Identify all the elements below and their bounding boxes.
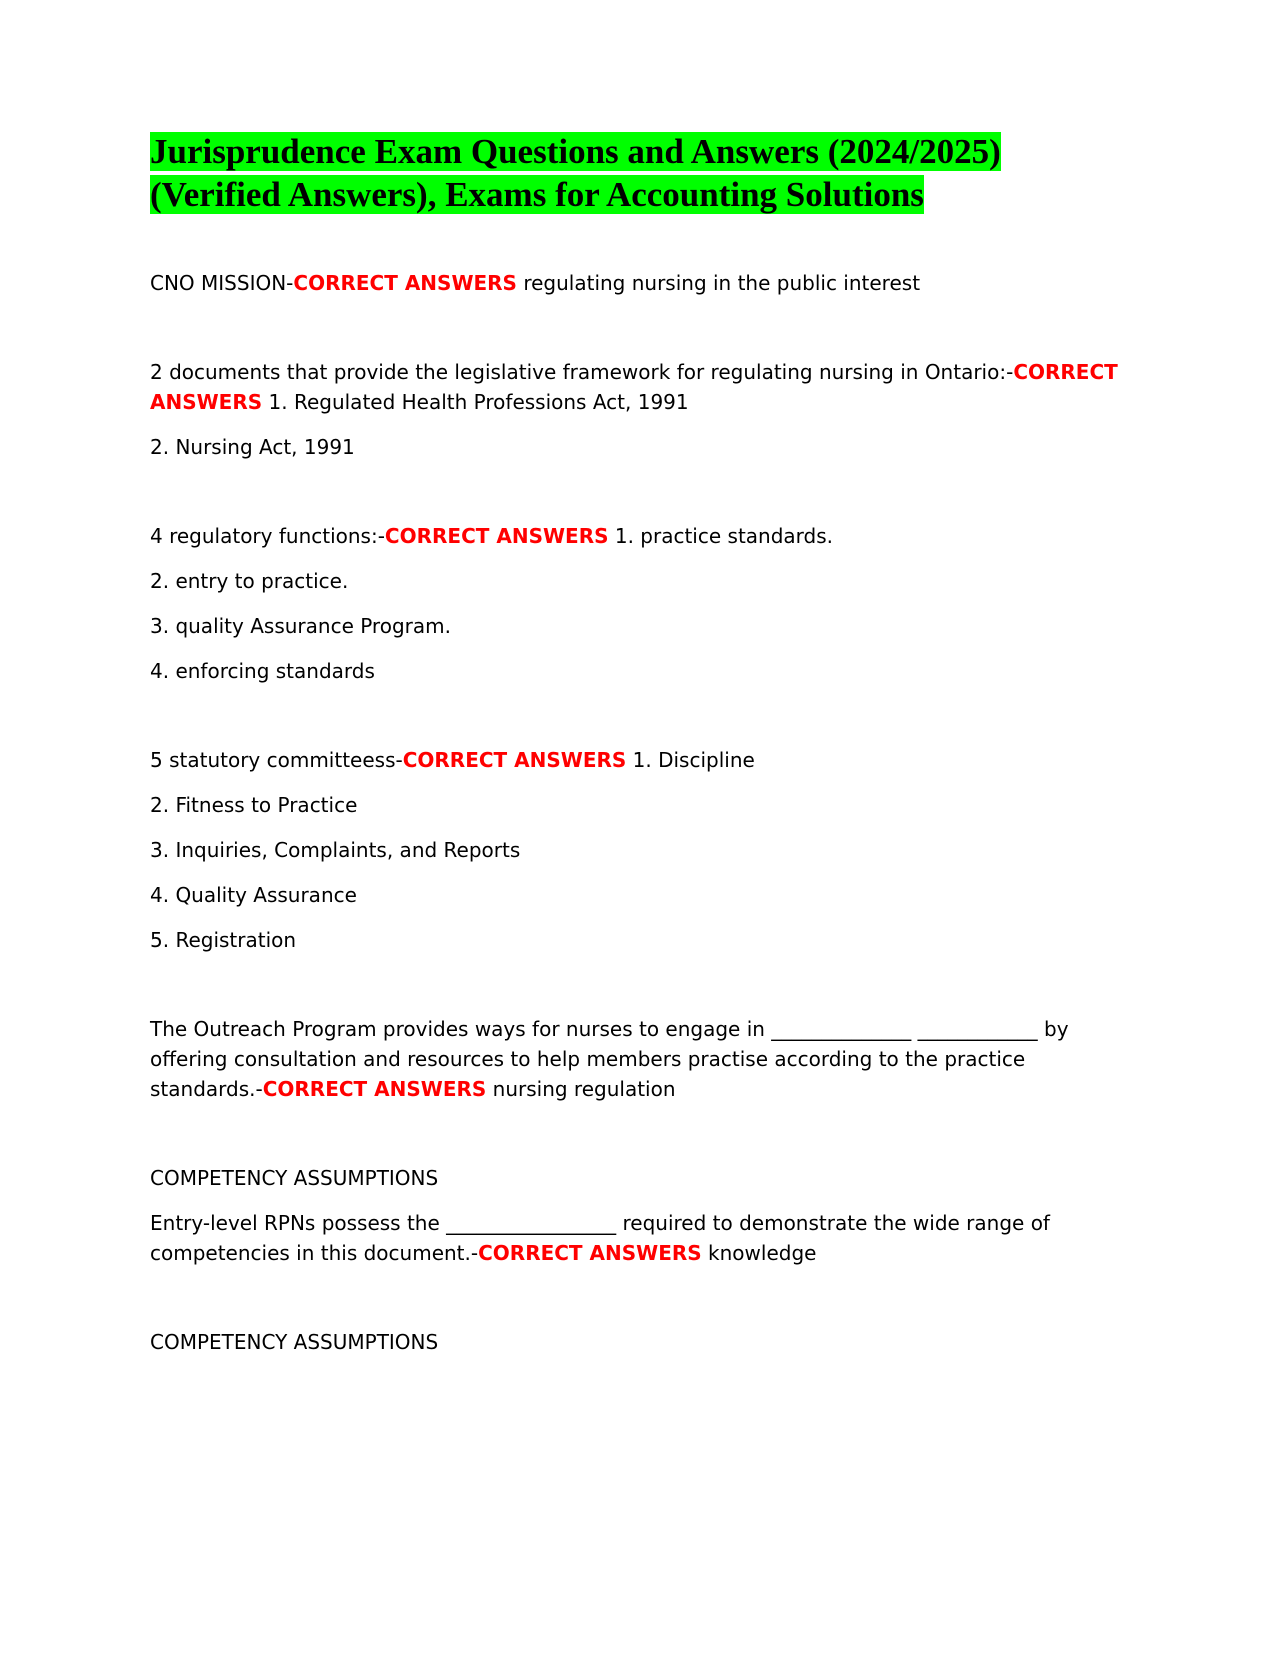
correct-answers-label: CORRECT ANSWERS	[293, 271, 517, 295]
question-text: 4 regulatory functions:-	[150, 524, 385, 548]
answer-item: 2. Fitness to Practice	[150, 793, 358, 817]
answer-item: 3. quality Assurance Program.	[150, 614, 451, 638]
answer-text: 1. Discipline	[626, 748, 755, 772]
section-heading: COMPETENCY ASSUMPTIONS	[150, 1330, 439, 1354]
qa-regulatory-functions	[150, 521, 1130, 551]
answer-text: knowledge	[701, 1241, 817, 1265]
question-text: CNO MISSION-	[150, 271, 294, 295]
answer-item: 5. Registration	[150, 928, 297, 952]
correct-answers-label: CORRECT ANSWERS	[150, 360, 1125, 414]
answer-item: 2. entry to practice.	[150, 569, 349, 593]
qa-outreach-program	[150, 1014, 1130, 1104]
answer-text: nursing regulation	[486, 1077, 676, 1101]
document-title	[150, 130, 1130, 216]
answer-item: 3. Inquiries, Complaints, and Reports	[150, 838, 521, 862]
answer-item: 2. Nursing Act, 1991	[150, 435, 355, 459]
qa-statutory-committees	[150, 745, 1130, 775]
document-page	[150, 130, 1130, 1357]
answer-text: regulating nursing in the public interest	[516, 271, 921, 295]
question-text: The Outreach Program provides ways for nurses to engage in ______________ ____________ by offering consultation and resources to help members practise according to the practice standards.-	[150, 1017, 1075, 1101]
qa-entry-level-rpns	[150, 1208, 1130, 1268]
question-text: Entry-level RPNs possess the _________________ required to demonstrate the wide range of competencies in this document.-	[150, 1211, 1057, 1265]
answer-item: 4. enforcing standards	[150, 659, 375, 683]
title-line-1: Jurisprudence Exam Questions and Answers (2024/2025)	[150, 132, 1001, 171]
title-line-2: (Verified Answers), Exams for Accounting Solutions	[150, 175, 924, 214]
answer-item: 4. Quality Assurance	[150, 883, 357, 907]
answer-text: 1. practice standards.	[608, 524, 834, 548]
question-text: 2 documents that provide the legislative framework for regulating nursing in Ontario:-	[150, 360, 1014, 384]
correct-answers-label: CORRECT ANSWERS	[384, 524, 609, 548]
qa-legislative-documents	[150, 357, 1130, 417]
question-text: 5 statutory committeess-	[150, 748, 403, 772]
correct-answers-label: CORRECT ANSWERS	[402, 748, 627, 772]
qa-cno-mission	[150, 268, 1130, 298]
correct-answers-label: CORRECT ANSWERS	[262, 1077, 487, 1101]
correct-answers-label: CORRECT ANSWERS	[478, 1241, 702, 1265]
answer-text: 1. Regulated Health Professions Act, 1991	[262, 390, 689, 414]
section-heading: COMPETENCY ASSUMPTIONS	[150, 1166, 439, 1190]
